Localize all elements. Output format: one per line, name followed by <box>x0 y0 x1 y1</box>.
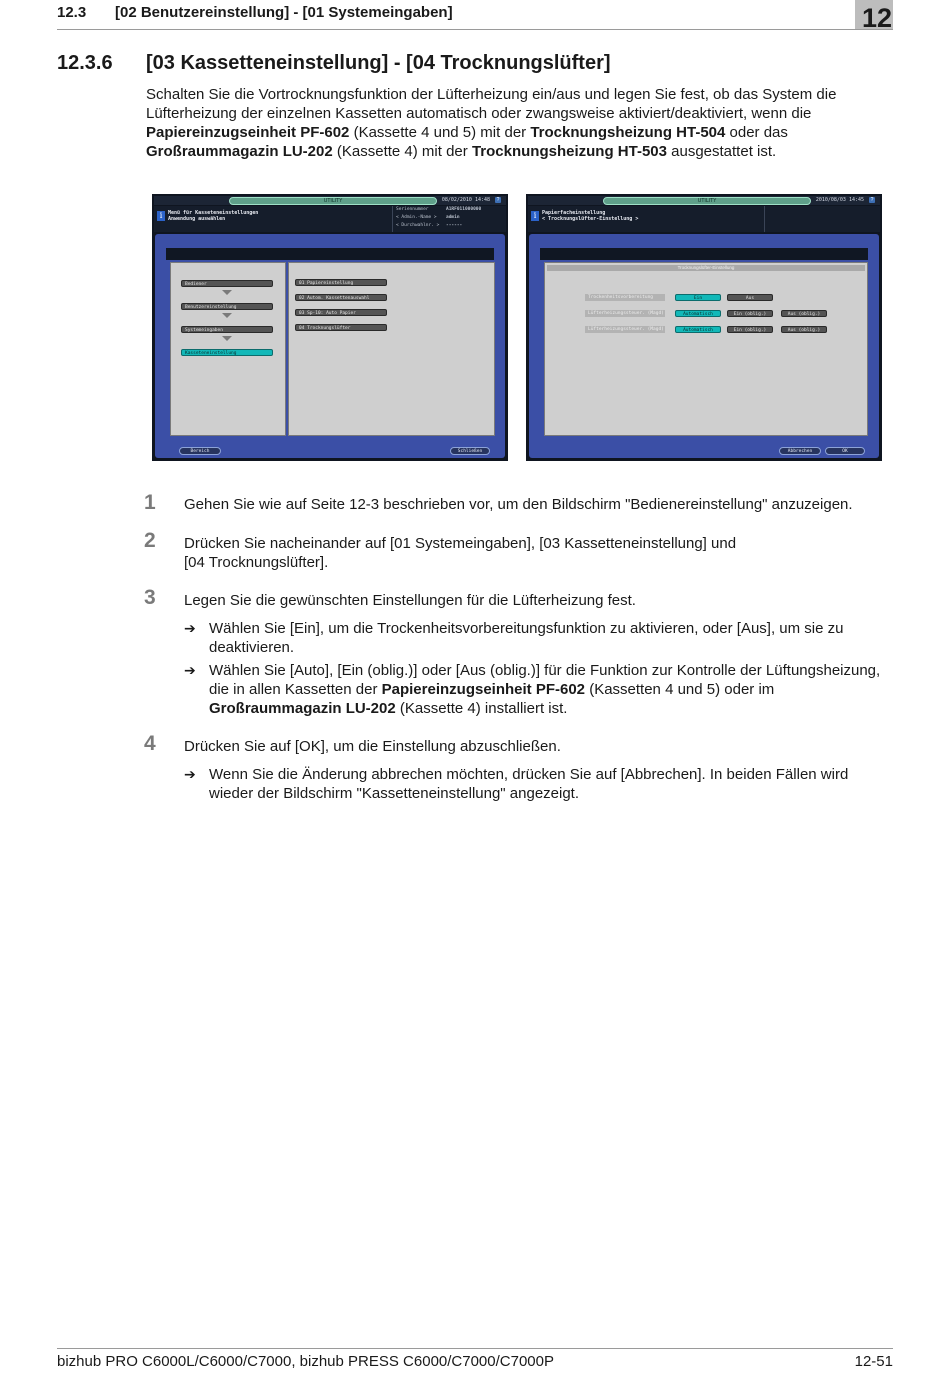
title-bar <box>528 196 880 205</box>
menu-autom-kassettenauswahl[interactable]: 02 Autom. Kassettenauswahl <box>295 294 387 301</box>
panel-title: Trocknungslüfter-Einstellung <box>547 265 865 271</box>
title-bar <box>154 196 506 205</box>
step-number: 2 <box>144 529 156 552</box>
header-section-title: [02 Benutzereinstellung] - [01 Systemeingaben] <box>115 4 453 21</box>
help-icon[interactable]: ? <box>870 197 874 203</box>
section-number: 12.3.6 <box>57 52 113 74</box>
text-run: (Kassette 4) mit der <box>332 143 472 160</box>
luefter2-aus-button[interactable]: Aus (oblig.) <box>781 326 827 333</box>
luefter1-aus-button[interactable]: Aus (oblig.) <box>781 310 827 317</box>
substep-text: Wählen Sie [Ein], um die Trockenheitsvorbereitungsfunktion zu aktivieren, oder [Aus], um sie zu deaktivieren. <box>209 620 844 656</box>
screenshot-kassetteneinstellung <box>152 194 508 461</box>
text-run: (Kassette 4 und 5) mit der <box>349 124 531 141</box>
step-number: 1 <box>144 491 156 514</box>
luefter2-ein-button[interactable]: Ein (oblig.) <box>727 326 773 333</box>
bold-term: Papiereinzugseinheit PF-602 <box>146 124 350 141</box>
screen-topbar <box>540 248 868 260</box>
menu-papiereinstellung[interactable]: 01 Papiereinstellung <box>295 279 387 286</box>
clock: 08/02/2010 14:48 <box>441 197 490 203</box>
chapter-tab: 12 <box>855 0 893 29</box>
text-run: Wählen Sie [Auto], [Ein (oblig.)] oder [Aus (oblig.)] für die Funktion zur Kontrolle der Lüftungsheizung, die in allen Kassetten der <box>209 662 881 698</box>
message-text: Menü für Kasseteneinstellungen Anwendung auswählen <box>168 210 259 222</box>
intro-paragraph <box>146 85 886 161</box>
page-footer <box>57 1348 893 1370</box>
step-text: Drücken Sie nacheinander auf [01 Systemeingaben], [03 Kassetteneinstellung] und [04 Trocknungslüfter]. <box>184 535 737 571</box>
back-button[interactable]: Bereich <box>179 447 221 455</box>
ok-button[interactable]: OK <box>825 447 865 455</box>
arrow-icon: ➔ <box>184 766 196 782</box>
section-title: [03 Kassetteneinstellung] - [04 Trocknungslüfter] <box>146 52 611 74</box>
nav-arrow-icon <box>222 336 232 341</box>
setting-label-trockenheitsvorbereitung: Trockenheitsvorbereitung <box>585 294 665 301</box>
substep-text: Wenn Sie die Änderung abbrechen möchten, drücken Sie auf [Abbrechen]. In beiden Fällen wird wieder der Bildschirm "Kassetteneinstellung" angezeigt. <box>209 766 849 802</box>
menu-auto-papier[interactable]: 03 Sp-10: Auto Papier <box>295 309 387 316</box>
step-number: 4 <box>144 732 156 755</box>
info-icon: i <box>157 211 165 221</box>
header-section-number: 12.3 <box>57 4 87 21</box>
bold-term: Papiereinzugseinheit PF-602 <box>381 681 586 698</box>
screen-frame <box>155 234 505 458</box>
text-run: Schalten Sie die Vortrocknungsfunktion der Lüfterheizung ein/aus und legen Sie fest, ob das System die Lüfterheizung der einzelnen Kassetten automatisch oder zwangsweise aktiviert/deaktiviert, wenn die <box>146 86 837 122</box>
text-run: (Kassetten 4 und 5) oder im <box>585 681 775 698</box>
help-icon[interactable]: ? <box>496 197 500 203</box>
menu-trocknungsluefter[interactable]: 04 Trocknungslüfter <box>295 324 387 331</box>
luefter1-automatisch-button[interactable]: Automatisch <box>675 310 721 317</box>
page-number: 12-51 <box>854 1353 893 1370</box>
menu-panel <box>288 262 495 436</box>
nav-arrow-icon <box>222 313 232 318</box>
footer-product: bizhub PRO C6000L/C6000/C7000, bizhub PRESS C6000/C7000/C7000P <box>57 1353 554 1370</box>
trockenheit-ein-button[interactable]: Ein <box>675 294 721 301</box>
step-number: 3 <box>144 586 156 609</box>
setting-label-luefterheizung-2: Lüfterheizungssteuer. (Magd) <box>585 326 665 333</box>
step-text: Gehen Sie wie auf Seite 12-3 beschrieben vor, um den Bildschirm "Bedienereinstellung" anzuzeigen. <box>184 496 853 513</box>
message-text: Papierfacheinstellung < Trocknungslüfter-Einstellung > <box>542 210 639 222</box>
screen-topbar <box>166 248 494 260</box>
arrow-icon: ➔ <box>184 662 196 678</box>
nav-kasseteneinstellung[interactable]: Kasseteneinstellung <box>181 349 273 356</box>
info-area <box>764 206 865 232</box>
luefter2-automatisch-button[interactable]: Automatisch <box>675 326 721 333</box>
bold-term: Großraummagazin LU-202 <box>209 700 396 717</box>
message-bar <box>528 206 880 232</box>
setting-label-luefterheizung-1: Lüfterheizungssteuer. (Magd) <box>585 310 665 317</box>
close-button[interactable]: Schließen <box>450 447 490 455</box>
mode-indicator: UTILITY <box>229 197 437 205</box>
cancel-button[interactable]: Abbrechen <box>779 447 821 455</box>
page-header <box>57 0 893 30</box>
bold-term: Trocknungsheizung HT-503 <box>471 143 667 160</box>
bold-term: Trocknungsheizung HT-504 <box>530 124 726 141</box>
screen-frame <box>529 234 879 458</box>
arrow-icon: ➔ <box>184 620 196 636</box>
trockenheit-aus-button[interactable]: Aus <box>727 294 773 301</box>
step-text: Legen Sie die gewünschten Einstellungen für die Lüfterheizung fest. <box>184 592 636 609</box>
settings-panel <box>544 262 868 436</box>
clock: 2010/08/03 14:45 <box>815 197 864 203</box>
info-icon: i <box>531 211 539 221</box>
substep-text <box>209 661 894 718</box>
luefter1-ein-button[interactable]: Ein (oblig.) <box>727 310 773 317</box>
nav-arrow-icon <box>222 290 232 295</box>
nav-benutzereinstellung[interactable]: Benutzereinstellung <box>181 303 273 310</box>
nav-bediener[interactable]: Bediener <box>181 280 273 287</box>
machine-info: Seriennummer A1RF011000000 < Admin.-Name > admin < Durchwahlnr. > ------ <box>392 206 493 232</box>
mode-indicator: UTILITY <box>603 197 811 205</box>
text-run: ausgestattet ist. <box>666 143 777 160</box>
screenshot-trocknungsluefter-einstellung <box>526 194 882 461</box>
bold-term: Großraummagazin LU-202 <box>146 143 333 160</box>
message-bar <box>154 206 506 232</box>
step-text: Drücken Sie auf [OK], um die Einstellung abzuschließen. <box>184 738 561 755</box>
nav-systemeingaben[interactable]: Systemeingaben <box>181 326 273 333</box>
text-run: (Kassette 4) installiert ist. <box>395 700 568 717</box>
text-run: oder das <box>725 124 788 141</box>
navigation-panel <box>170 262 286 436</box>
